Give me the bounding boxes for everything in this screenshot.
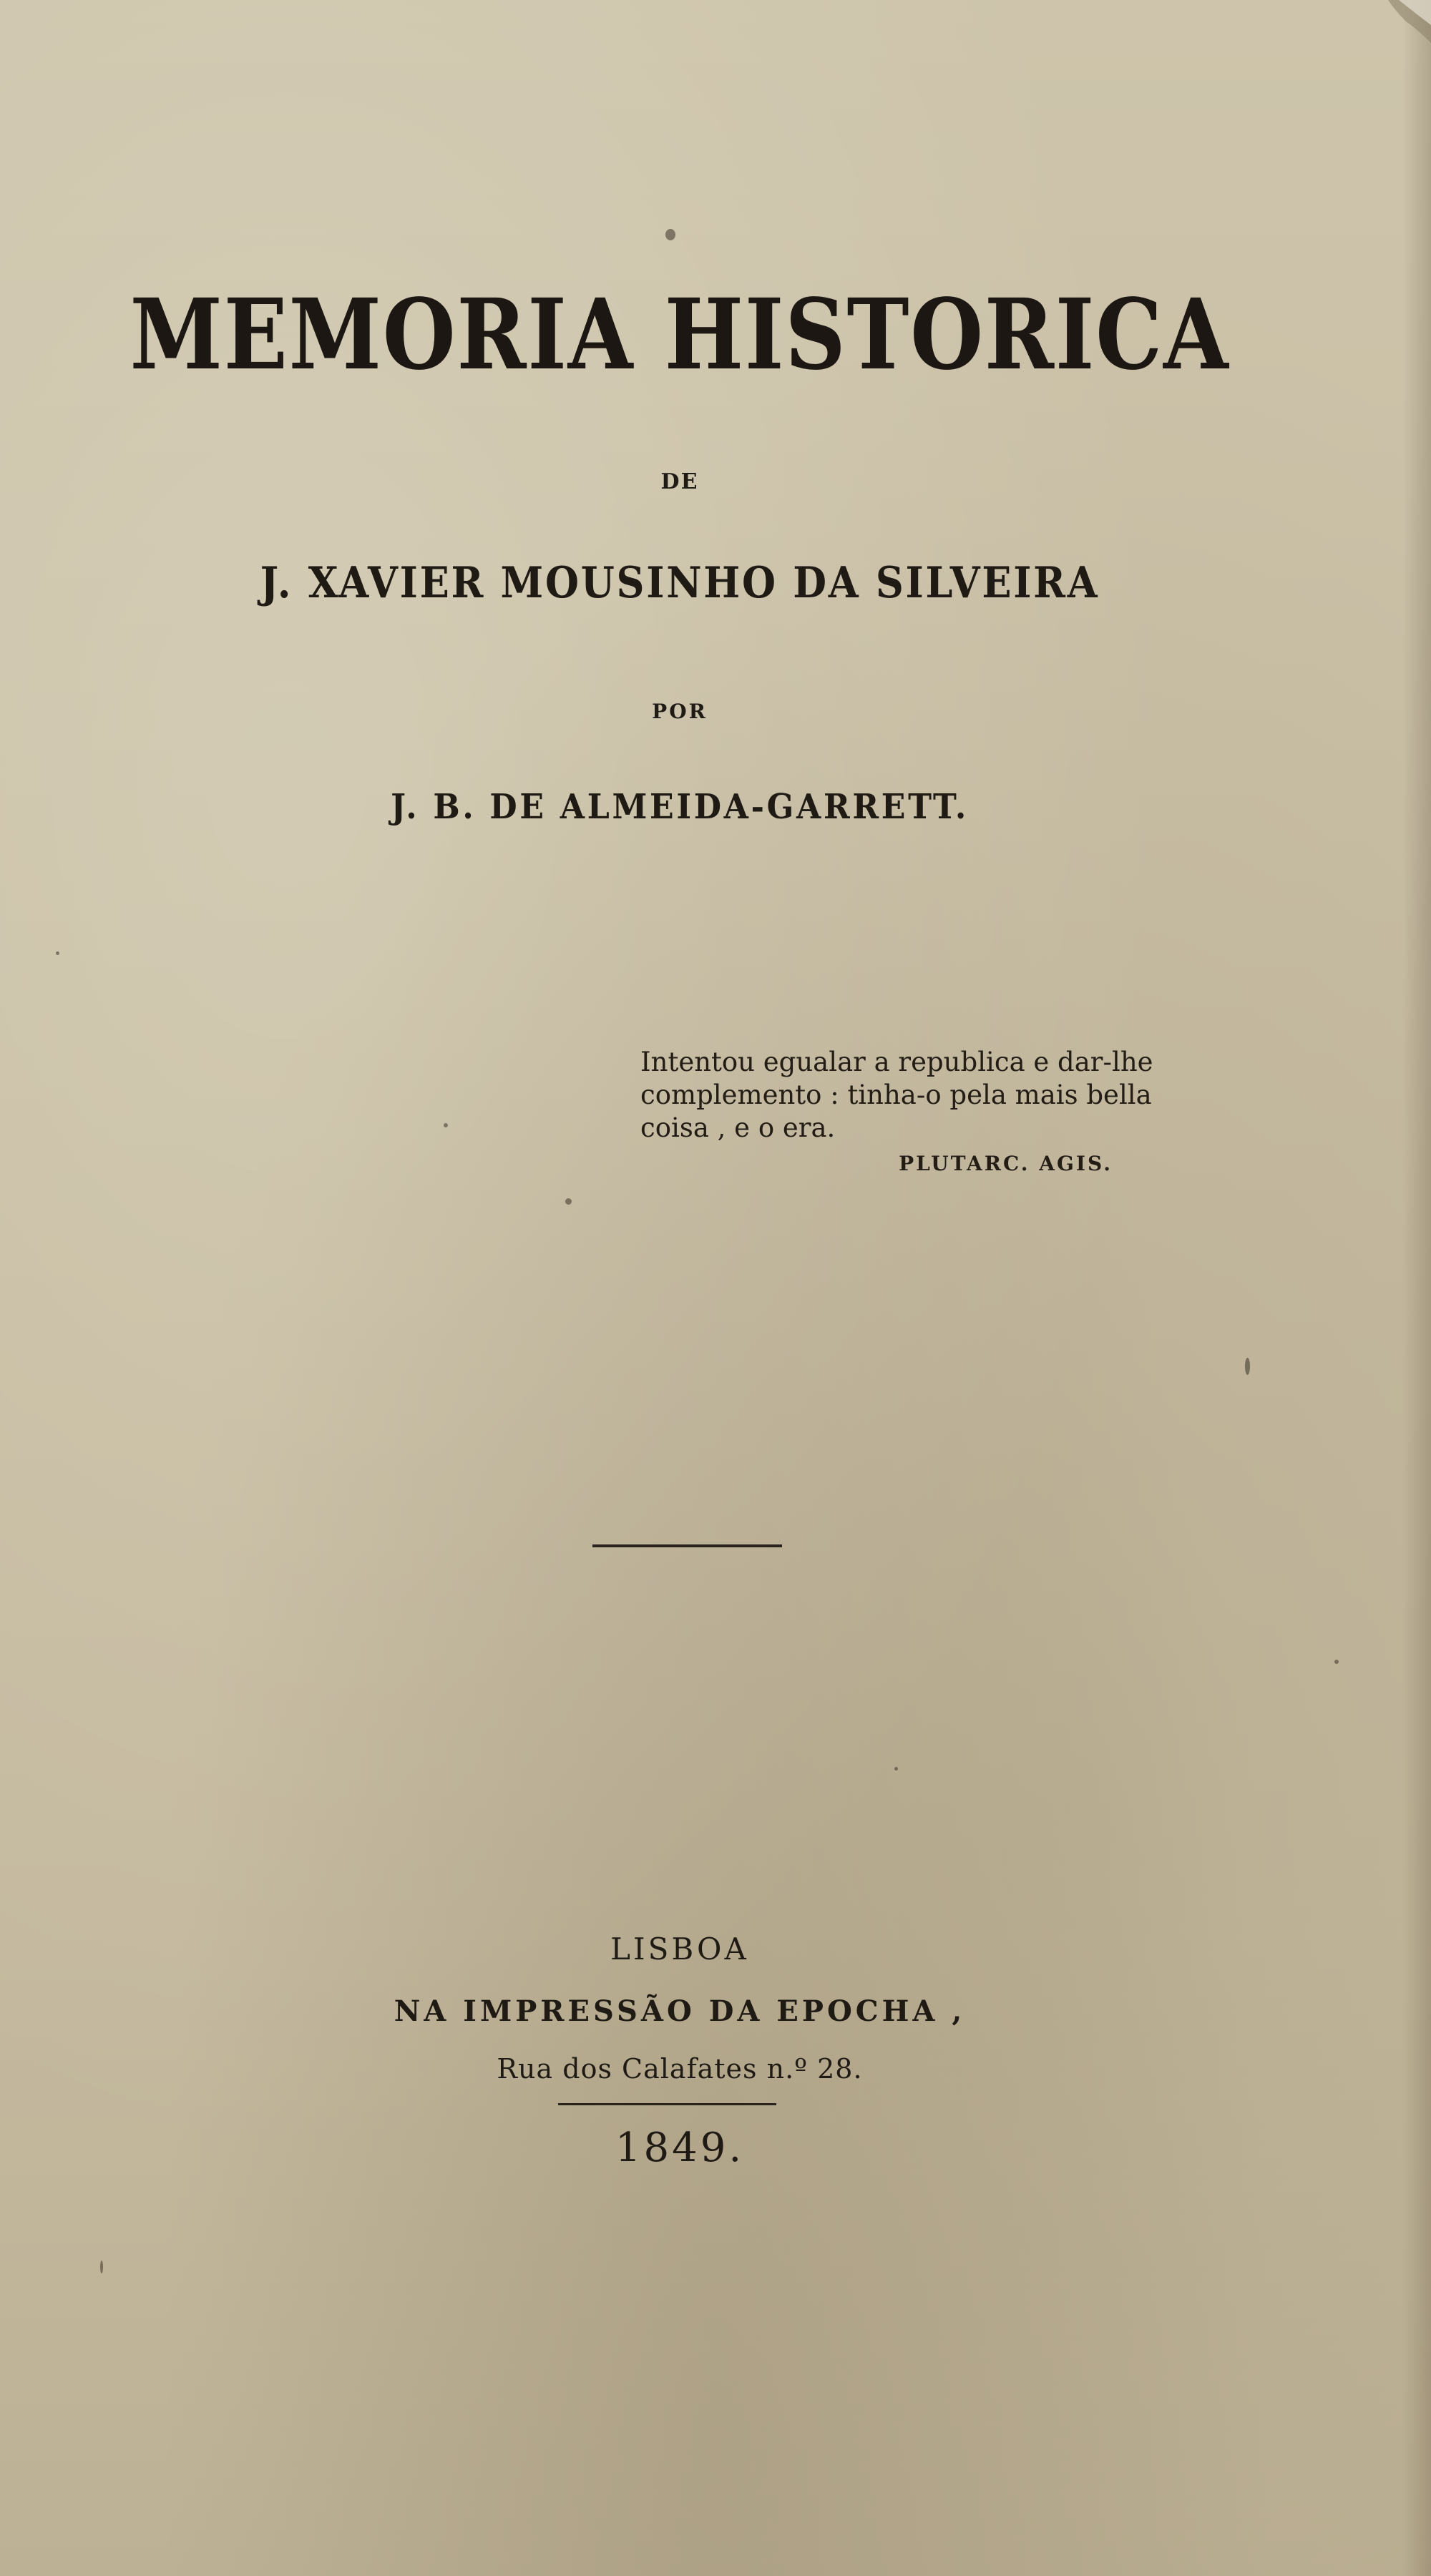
author-preposition-por: POR (652, 700, 708, 723)
paper-speck (565, 1198, 572, 1205)
imprint-address: Rua dos Calafates n.º 28. (497, 2053, 863, 2085)
imprint-year: 1849. (615, 2125, 745, 2171)
imprint-printer: NA IMPRESSÃO DA EPOCHA , (394, 1994, 966, 2028)
imprint-rule (558, 2103, 776, 2105)
paper-speck (894, 1767, 898, 1771)
torn-corner (1374, 0, 1431, 50)
paper-speck (1334, 1660, 1339, 1664)
epigraph-line: complemento : tinha-o pela mais bella (640, 1079, 1152, 1110)
page-edge-shadow (1402, 0, 1431, 2576)
paper-speck (100, 2261, 103, 2273)
epigraph-source: PLUTARC. AGIS. (899, 1152, 1113, 1175)
epigraph-line: Intentou egualar a republica e dar-lhe (640, 1047, 1153, 1077)
paper-speck (56, 951, 59, 955)
ornamental-rule (592, 1544, 782, 1547)
imprint-city: LISBOA (610, 1931, 749, 1967)
paper-speck (665, 229, 675, 240)
author-name: J. B. DE ALMEIDA-GARRETT. (391, 787, 969, 827)
epigraph-line: coisa , e o era. (640, 1112, 836, 1143)
book-title: MEMORIA HISTORICA (130, 278, 1230, 392)
memoir-subject: J. XAVIER MOUSINHO DA SILVEIRA (260, 558, 1100, 608)
title-preposition-de: DE (660, 469, 699, 494)
epigraph (640, 1046, 1198, 1180)
paper-speck (444, 1123, 448, 1127)
paper-speck (1245, 1358, 1250, 1375)
